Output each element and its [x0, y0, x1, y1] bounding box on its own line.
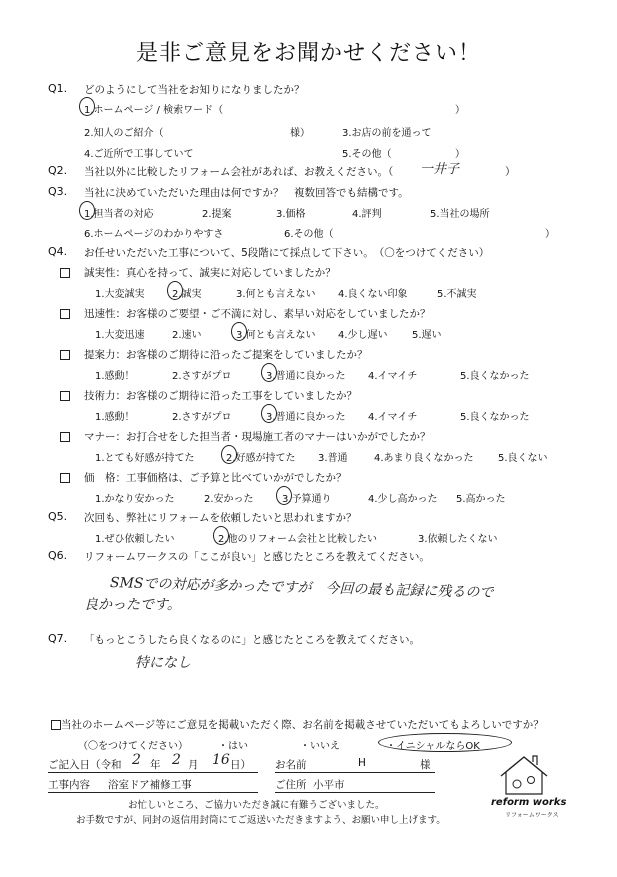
q4-option[interactable]: 4.良くない印象: [338, 289, 408, 300]
date-day: 16: [212, 752, 230, 768]
q4-item-label: 誠実性：真心を持って、誠実に対応していましたか？: [84, 267, 336, 279]
date-year-unit: 年: [150, 759, 161, 771]
q3-option-6[interactable]: 6.ホームページのわかりやすさ: [84, 229, 224, 240]
q1-option-2-sama: 様）: [290, 128, 310, 139]
q3-text: 当社に決めていただいた理由は何ですか？ 複数回答でも結構です。: [84, 187, 409, 199]
q4-option[interactable]: 2.さすがプロ: [172, 412, 232, 423]
q4-option[interactable]: 3.普通に良かった: [266, 412, 346, 423]
divider: [48, 792, 258, 793]
checkbox[interactable]: [60, 391, 70, 401]
q5-option[interactable]: 2.他のリフォーム会社と比較したい: [218, 534, 378, 545]
consent-initial[interactable]: ・イニシャルならOK: [386, 741, 480, 752]
q4-option[interactable]: 4.イマイチ: [368, 371, 418, 382]
q4-option[interactable]: 1.感動！: [95, 371, 135, 382]
q3-option-5[interactable]: 5.当社の場所: [430, 209, 490, 220]
divider: [275, 792, 435, 793]
consent-yes[interactable]: ・はい: [218, 741, 248, 752]
q4-option[interactable]: 2.速い: [172, 330, 202, 341]
logo-subtext: リフォームワークス: [505, 812, 559, 819]
q3-option-7[interactable]: 6.その他（: [284, 229, 334, 240]
q6-text: リフォームワークスの「ここが良い」と感じたところを教えてください。: [84, 551, 430, 563]
q4-number: Q4.: [48, 245, 68, 258]
q1-option-5-close: ）: [455, 149, 465, 160]
q1-option-1[interactable]: 1.ホームページ / 検索ワード（: [84, 105, 224, 116]
consent-text: 当社のホームページ等にご意見を掲載いただく際、お名前を掲載させていただいてもよろしいですか？: [61, 719, 544, 731]
q6-number: Q6.: [48, 549, 68, 562]
q4-option[interactable]: 3.普通: [318, 453, 348, 464]
q4-item-label: 価 格：工事価格は、ご予算と比べていかがでしたか？: [84, 472, 347, 484]
q1-number: Q1.: [48, 82, 68, 95]
q4-option[interactable]: 4.少し高かった: [368, 494, 438, 505]
q4-option[interactable]: 3.何とも言えない: [236, 289, 316, 300]
q2-answer: 一井子: [420, 162, 460, 177]
q4-option[interactable]: 1.とても好感が持てた: [95, 453, 195, 464]
q4-item-label: マナー：お打合せをした担当者・現場施工者のマナーはいかがでしたか？: [84, 431, 431, 443]
q4-option[interactable]: 2.安かった: [204, 494, 254, 505]
q4-option[interactable]: 5.良くなかった: [460, 371, 530, 382]
work-label: 工事内容: [48, 779, 90, 791]
q4-text: お任せいただいた工事について、5段階にて採点して下さい。 （〇をつけてください）: [84, 247, 490, 259]
q1-option-3[interactable]: 3.お店の前を通って: [342, 128, 432, 139]
q4-option[interactable]: 5.不誠実: [437, 289, 477, 300]
answer-circle: [276, 486, 292, 505]
q6-answer-line-2: 良かったです。: [84, 597, 181, 613]
checkbox[interactable]: [60, 432, 70, 442]
q2-number: Q2.: [48, 164, 68, 177]
q7-number: Q7.: [48, 632, 68, 645]
date-label: ご記入日（令和: [48, 759, 122, 771]
checkbox[interactable]: [60, 268, 70, 278]
q3-option-1[interactable]: 1.担当者の対応: [84, 209, 154, 220]
q7-answer: 特になし: [135, 655, 191, 671]
q2-text: 当社以外に比較したリフォーム会社があれば、お教えください。（: [84, 166, 394, 178]
answer-circle: [213, 526, 229, 545]
q4-option[interactable]: 1.大変迅速: [95, 330, 145, 341]
q4-option[interactable]: 2.誠実: [172, 289, 202, 300]
checkbox[interactable]: [60, 350, 70, 360]
q1-option-4[interactable]: 4.ご近所で工事していて: [84, 149, 194, 160]
address-value: 小平市: [313, 779, 345, 791]
footer-line-1: お忙しいところ、ご協力いただき誠に有難うございました。: [128, 800, 385, 811]
q1-text: どのようにして当社をお知りになりましたか？: [84, 84, 305, 96]
q3-number: Q3.: [48, 185, 68, 198]
checkbox[interactable]: [60, 309, 70, 319]
consent-no[interactable]: ・いいえ: [300, 741, 340, 752]
answer-circle: [378, 733, 512, 752]
answer-circle: [167, 281, 183, 300]
q1-option-5[interactable]: 5.その他（: [342, 149, 392, 160]
q2-close: ）: [505, 166, 516, 178]
q4-option[interactable]: 3.普通に良かった: [266, 371, 346, 382]
q5-option[interactable]: 1.ぜひ依頼したい: [95, 534, 175, 545]
q7-text: 「もっとこうしたら良くなるのに」と感じたところを教えてください。: [84, 634, 420, 646]
answer-circle: [79, 97, 95, 116]
date-month: 2: [172, 752, 181, 768]
name-suffix: 様: [420, 759, 431, 771]
q3-option-3[interactable]: 3.価格: [276, 209, 306, 220]
name-value: H: [358, 757, 366, 769]
q4-option[interactable]: 4.イマイチ: [368, 412, 418, 423]
q4-option[interactable]: 1.感動！: [95, 412, 135, 423]
q4-option[interactable]: 5.高かった: [456, 494, 506, 505]
answer-circle: [231, 322, 247, 341]
q3-option-7-close: ）: [545, 229, 555, 240]
footer-line-2: お手数ですが、同封の返信用封筒にてご返送いただきますよう、お願い申し上げます。: [76, 815, 446, 826]
work-value: 浴室ドア補修工事: [108, 779, 192, 791]
q5-number: Q5.: [48, 510, 68, 523]
answer-circle: [221, 445, 237, 464]
q4-item-label: 迅速性：お客様のご要望・ご不満に対し、素早い対応をしていましたか？: [84, 308, 431, 320]
q3-option-2[interactable]: 2.提案: [202, 209, 232, 220]
q4-item-label: 提案力：お客様のご期待に沿ったご提案をしていましたか？: [84, 349, 368, 361]
q3-option-4[interactable]: 4.評判: [352, 209, 382, 220]
q4-option[interactable]: 4.少し遅い: [338, 330, 388, 341]
answer-circle: [79, 201, 95, 220]
q4-option[interactable]: 5.良くない: [498, 453, 548, 464]
q5-option[interactable]: 3.依頼したくない: [418, 534, 498, 545]
date-year: 2: [132, 752, 141, 768]
q5-text: 次回も、弊社にリフォームを依頼したいと思われますか？: [84, 512, 357, 524]
checkbox[interactable]: [51, 720, 61, 730]
q4-option[interactable]: 2.好感が持てた: [226, 453, 296, 464]
consent-note: （〇をつけてください）: [78, 741, 188, 752]
address-label: ご住所: [275, 779, 307, 791]
q1-option-1-close: ）: [455, 105, 465, 116]
date-month-unit: 月: [188, 759, 199, 771]
date-day-unit: 日）: [230, 759, 251, 771]
q4-option[interactable]: 5.良くなかった: [460, 412, 530, 423]
name-label: お名前: [275, 759, 307, 771]
q4-item-label: 技術力：お客様のご期待に沿った工事をしていましたか？: [84, 390, 357, 402]
q4-option[interactable]: 1.かなり安かった: [95, 494, 175, 505]
q4-option[interactable]: 5.遅い: [412, 330, 442, 341]
q4-option[interactable]: 3.予算通り: [282, 494, 332, 505]
checkbox[interactable]: [60, 473, 70, 483]
answer-circle: [261, 363, 277, 382]
answer-circle: [261, 404, 277, 423]
q4-option[interactable]: 4.あまり良くなかった: [374, 453, 474, 464]
q6-answer-line-1: SMSでの対応が多かったですが 今回の最も記録に残るので: [109, 575, 494, 602]
logo-text: reform works: [491, 797, 567, 808]
q1-option-2[interactable]: 2.知人のご紹介（: [84, 128, 164, 139]
page-title: 是非ご意見をお聞かせください！: [135, 41, 481, 66]
divider: [48, 772, 258, 773]
q4-option[interactable]: 2.さすがプロ: [172, 371, 232, 382]
divider: [275, 772, 435, 773]
q4-option[interactable]: 1.大変誠実: [95, 289, 145, 300]
q4-option[interactable]: 3.何とも言えない: [236, 330, 316, 341]
house-logo-icon: [495, 752, 553, 797]
